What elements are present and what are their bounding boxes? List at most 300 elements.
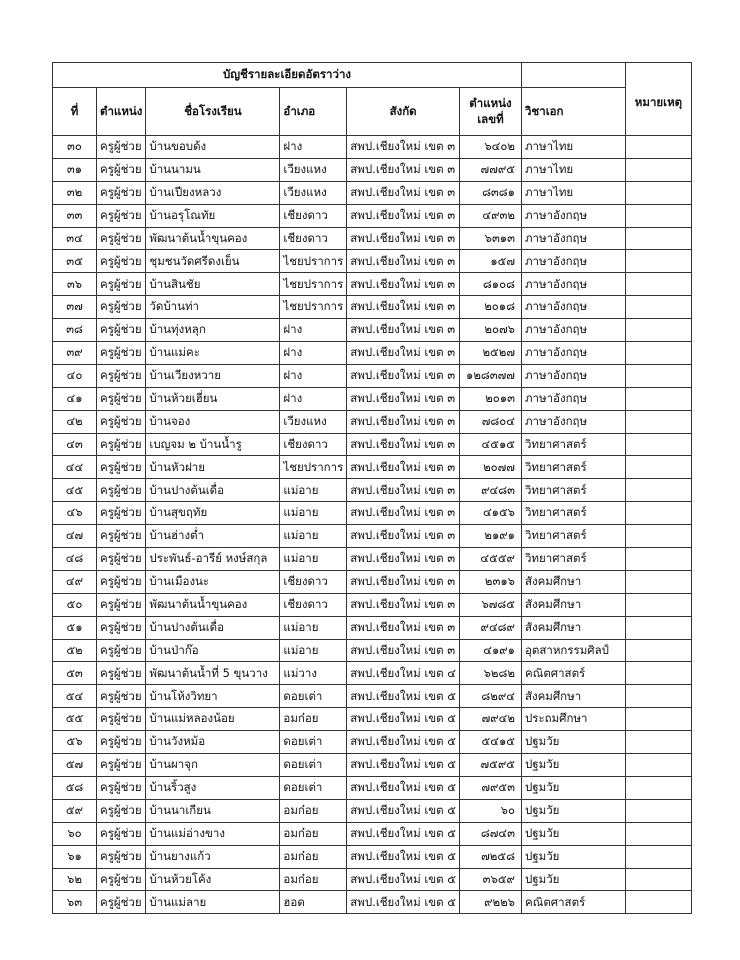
cell-position-number: ๒๓๑๖: [459, 570, 521, 593]
cell-subject: ปฐมวัย: [521, 845, 625, 868]
cell-no: ๕๒: [53, 639, 97, 662]
header-position: ตำแหน่ง: [97, 88, 146, 136]
header-subject: วิชาเอก: [521, 88, 625, 136]
cell-remark: [625, 662, 691, 685]
table-row: [53, 181, 692, 204]
cell-school: บ้านแม่ลาย: [146, 891, 280, 914]
cell-position: ครูผู้ช่วย: [97, 181, 146, 204]
table-row: [53, 525, 692, 548]
cell-position-number: ๗๒๕๘: [459, 845, 521, 868]
table-row: [53, 342, 692, 365]
cell-remark: [625, 364, 691, 387]
cell-position: ครูผู้ช่วย: [97, 319, 146, 342]
cell-school: บ้านสุขฤทัย: [146, 502, 280, 525]
table-row: [53, 891, 692, 914]
table-row: [53, 387, 692, 410]
cell-affiliation: สพป.เชียงใหม่ เขต ๓: [347, 136, 460, 159]
cell-position-number: ๗๙๔๒: [459, 708, 521, 731]
cell-no: ๕๖: [53, 731, 97, 754]
cell-position: ครูผู้ช่วย: [97, 387, 146, 410]
cell-position: ครูผู้ช่วย: [97, 776, 146, 799]
cell-subject: ปฐมวัย: [521, 799, 625, 822]
cell-school: บ้านเปียงหลวง: [146, 181, 280, 204]
cell-position-number: ๙๔๘๙: [459, 616, 521, 639]
cell-position-number: ๙๔๘๓: [459, 479, 521, 502]
cell-school: บ้านทุ่งหลุก: [146, 319, 280, 342]
cell-school: บ้านฮ่างต่ำ: [146, 525, 280, 548]
cell-school: บ้านป่าก๊อ: [146, 639, 280, 662]
cell-remark: [625, 822, 691, 845]
cell-affiliation: สพป.เชียงใหม่ เขต ๓: [347, 227, 460, 250]
cell-remark: [625, 158, 691, 181]
cell-affiliation: สพป.เชียงใหม่ เขต ๓: [347, 502, 460, 525]
cell-school: บ้านอรุโณทัย: [146, 204, 280, 227]
cell-school: เบญจม ๒ บ้านน้ำรู: [146, 433, 280, 456]
cell-position: ครูผู้ช่วย: [97, 525, 146, 548]
cell-position-number: ๖๐: [459, 799, 521, 822]
cell-remark: [625, 868, 691, 891]
cell-district: แม่อาย: [280, 502, 347, 525]
table-row: [53, 731, 692, 754]
cell-district: ดอยเต่า: [280, 731, 347, 754]
cell-no: ๕๔: [53, 685, 97, 708]
cell-remark: [625, 776, 691, 799]
cell-affiliation: สพป.เชียงใหม่ เขต ๓: [347, 364, 460, 387]
cell-remark: [625, 639, 691, 662]
cell-affiliation: สพป.เชียงใหม่ เขต ๓: [347, 410, 460, 433]
cell-district: ฮอด: [280, 891, 347, 914]
cell-no: ๓๗: [53, 296, 97, 319]
cell-subject: อุตสาหกรรมศิลป์: [521, 639, 625, 662]
cell-remark: [625, 548, 691, 571]
cell-subject: ภาษาอังกฤษ: [521, 410, 625, 433]
cell-no: ๔๖: [53, 502, 97, 525]
cell-district: แม่อาย: [280, 548, 347, 571]
table-row: [53, 158, 692, 181]
cell-school: บ้านเวียงหวาย: [146, 364, 280, 387]
cell-position: ครูผู้ช่วย: [97, 891, 146, 914]
cell-district: แม่อาย: [280, 479, 347, 502]
table-row: [53, 502, 692, 525]
cell-position-number: ๑๕๗: [459, 250, 521, 273]
cell-position-number: ๔๑๙๑: [459, 639, 521, 662]
table-row: [53, 639, 692, 662]
cell-school: พัฒนาต้นน้ำที่ 5 ขุนวาง: [146, 662, 280, 685]
cell-school: บ้านนาเกียน: [146, 799, 280, 822]
cell-no: ๔๐: [53, 364, 97, 387]
cell-subject: ปฐมวัย: [521, 731, 625, 754]
cell-affiliation: สพป.เชียงใหม่ เขต ๓: [347, 319, 460, 342]
cell-subject: ปฐมวัย: [521, 868, 625, 891]
cell-district: เวียงแหง: [280, 158, 347, 181]
header-district: อำเภอ: [280, 88, 347, 136]
cell-affiliation: สพป.เชียงใหม่ เขต ๓: [347, 525, 460, 548]
cell-no: ๔๗: [53, 525, 97, 548]
table-row: [53, 456, 692, 479]
cell-affiliation: สพป.เชียงใหม่ เขต ๓: [347, 570, 460, 593]
table-row: [53, 227, 692, 250]
cell-district: ฝาง: [280, 387, 347, 410]
cell-subject: สังคมศึกษา: [521, 570, 625, 593]
cell-subject: ภาษาอังกฤษ: [521, 296, 625, 319]
cell-affiliation: สพป.เชียงใหม่ เขต ๓: [347, 616, 460, 639]
cell-subject: วิทยาศาสตร์: [521, 479, 625, 502]
table-row: [53, 433, 692, 456]
cell-subject: ภาษาอังกฤษ: [521, 227, 625, 250]
cell-school: บ้านสินชัย: [146, 273, 280, 296]
cell-district: เชียงดาว: [280, 593, 347, 616]
cell-district: อมก๋อย: [280, 708, 347, 731]
cell-district: เชียงดาว: [280, 204, 347, 227]
cell-subject: ภาษาอังกฤษ: [521, 319, 625, 342]
vacancy-document: [52, 62, 692, 914]
cell-position-number: ๘๓๘๑: [459, 181, 521, 204]
cell-remark: [625, 296, 691, 319]
cell-no: ๕๐: [53, 593, 97, 616]
cell-position-number: ๔๕๕๙: [459, 548, 521, 571]
cell-position: ครูผู้ช่วย: [97, 708, 146, 731]
cell-school: บ้านหัวฝาย: [146, 456, 280, 479]
cell-subject: ภาษาไทย: [521, 136, 625, 159]
table-row: [53, 685, 692, 708]
cell-school: พัฒนาต้นน้ำขุนคอง: [146, 227, 280, 250]
cell-school: บ้านห้วยโค้ง: [146, 868, 280, 891]
cell-position-number: ๖๒๘๒: [459, 662, 521, 685]
cell-position-number: ๗๗๙๕: [459, 158, 521, 181]
cell-no: ๔๘: [53, 548, 97, 571]
cell-affiliation: สพป.เชียงใหม่ เขต ๕: [347, 845, 460, 868]
cell-district: ฝาง: [280, 342, 347, 365]
cell-district: ฝาง: [280, 136, 347, 159]
table-body: [53, 136, 692, 914]
cell-subject: วิทยาศาสตร์: [521, 502, 625, 525]
cell-remark: [625, 845, 691, 868]
cell-school: บ้านริ้วสูง: [146, 776, 280, 799]
cell-position: ครูผู้ช่วย: [97, 227, 146, 250]
cell-district: ดอยเต่า: [280, 754, 347, 777]
cell-remark: [625, 456, 691, 479]
cell-school: บ้านยางแก้ว: [146, 845, 280, 868]
cell-district: ฝาง: [280, 364, 347, 387]
table-row: [53, 662, 692, 685]
cell-remark: [625, 616, 691, 639]
table-row: [53, 708, 692, 731]
cell-subject: ภาษาอังกฤษ: [521, 387, 625, 410]
cell-no: ๔๔: [53, 456, 97, 479]
cell-school: บ้านห้วยเฮี่ยน: [146, 387, 280, 410]
cell-position-number: ๓๖๕๙: [459, 868, 521, 891]
cell-position-number: ๒๐๗๖: [459, 319, 521, 342]
vacancy-table: [52, 62, 692, 914]
cell-position: ครูผู้ช่วย: [97, 868, 146, 891]
cell-district: เวียงแหง: [280, 181, 347, 204]
cell-subject: ภาษาอังกฤษ: [521, 273, 625, 296]
cell-no: ๓๑: [53, 158, 97, 181]
cell-remark: [625, 204, 691, 227]
table-row: [53, 548, 692, 571]
cell-no: ๕๕: [53, 708, 97, 731]
table-row: [53, 570, 692, 593]
cell-position: ครูผู้ช่วย: [97, 685, 146, 708]
cell-remark: [625, 570, 691, 593]
cell-position-number: ๒๐๗๗: [459, 456, 521, 479]
cell-position-number: ๘๗๔๓: [459, 822, 521, 845]
cell-school: พัฒนาต้นน้ำขุนคอง: [146, 593, 280, 616]
cell-remark: [625, 342, 691, 365]
cell-position-number: ๔๑๕๖: [459, 502, 521, 525]
cell-position: ครูผู้ช่วย: [97, 845, 146, 868]
cell-position-number: ๗๕๙๕: [459, 754, 521, 777]
cell-district: ฝาง: [280, 319, 347, 342]
header-position-number: ตำแหน่ง เลขที่: [459, 88, 521, 136]
cell-remark: [625, 387, 691, 410]
cell-affiliation: สพป.เชียงใหม่ เขต ๕: [347, 776, 460, 799]
cell-position-number: ๗๙๕๓: [459, 776, 521, 799]
cell-district: ดอยเต่า: [280, 776, 347, 799]
cell-no: ๔๙: [53, 570, 97, 593]
cell-affiliation: สพป.เชียงใหม่ เขต ๓: [347, 181, 460, 204]
cell-position: ครูผู้ช่วย: [97, 662, 146, 685]
cell-affiliation: สพป.เชียงใหม่ เขต ๕: [347, 891, 460, 914]
table-row: [53, 410, 692, 433]
cell-position-number: ๑๒๘๓๗๗: [459, 364, 521, 387]
cell-school: บ้านแม่อ่างขาง: [146, 822, 280, 845]
table-row: [53, 776, 692, 799]
cell-affiliation: สพป.เชียงใหม่ เขต ๕: [347, 731, 460, 754]
cell-position: ครูผู้ช่วย: [97, 250, 146, 273]
cell-district: ไชยปราการ: [280, 250, 347, 273]
cell-no: ๔๕: [53, 479, 97, 502]
cell-district: แม่อาย: [280, 639, 347, 662]
cell-no: ๓๐: [53, 136, 97, 159]
cell-position: ครูผู้ช่วย: [97, 822, 146, 845]
cell-school: บ้านเมืองนะ: [146, 570, 280, 593]
cell-position-number: ๔๙๓๒: [459, 204, 521, 227]
cell-position-number: ๖๗๘๕: [459, 593, 521, 616]
cell-no: ๓๖: [53, 273, 97, 296]
cell-affiliation: สพป.เชียงใหม่ เขต ๓: [347, 548, 460, 571]
table-row: [53, 479, 692, 502]
cell-remark: [625, 708, 691, 731]
cell-subject: ปฐมวัย: [521, 776, 625, 799]
cell-no: ๓๔: [53, 227, 97, 250]
cell-position-number: ๖๔๐๒: [459, 136, 521, 159]
cell-subject: วิทยาศาสตร์: [521, 433, 625, 456]
cell-affiliation: สพป.เชียงใหม่ เขต ๓: [347, 296, 460, 319]
cell-position: ครูผู้ช่วย: [97, 364, 146, 387]
cell-no: ๔๒: [53, 410, 97, 433]
cell-no: ๖๒: [53, 868, 97, 891]
cell-no: ๕๘: [53, 776, 97, 799]
cell-position: ครูผู้ช่วย: [97, 731, 146, 754]
cell-position: ครูผู้ช่วย: [97, 799, 146, 822]
table-row: [53, 364, 692, 387]
header-no: ที่: [53, 88, 97, 136]
cell-school: ประพันธ์-อารีย์ หงษ์สกุล: [146, 548, 280, 571]
cell-subject: ภาษาอังกฤษ: [521, 342, 625, 365]
cell-district: เวียงแหง: [280, 410, 347, 433]
cell-school: บ้านขอบด้ง: [146, 136, 280, 159]
cell-school: ชุมชนวัดศรีดงเย็น: [146, 250, 280, 273]
cell-subject: ปฐมวัย: [521, 754, 625, 777]
cell-school: บ้านแม่หลองน้อย: [146, 708, 280, 731]
cell-no: ๖๐: [53, 822, 97, 845]
cell-affiliation: สพป.เชียงใหม่ เขต ๕: [347, 822, 460, 845]
cell-position-number: ๙๒๒๖: [459, 891, 521, 914]
table-row: [53, 754, 692, 777]
cell-no: ๓๘: [53, 319, 97, 342]
cell-no: ๓๕: [53, 250, 97, 273]
cell-district: เชียงดาว: [280, 433, 347, 456]
cell-no: ๔๑: [53, 387, 97, 410]
cell-affiliation: สพป.เชียงใหม่ เขต ๓: [347, 342, 460, 365]
cell-subject: ภาษาอังกฤษ: [521, 364, 625, 387]
cell-remark: [625, 593, 691, 616]
cell-school: บ้านโห้งวิทยา: [146, 685, 280, 708]
cell-no: ๕๑: [53, 616, 97, 639]
cell-affiliation: สพป.เชียงใหม่ เขต ๕: [347, 868, 460, 891]
cell-position: ครูผู้ช่วย: [97, 639, 146, 662]
cell-affiliation: สพป.เชียงใหม่ เขต ๕: [347, 685, 460, 708]
cell-position: ครูผู้ช่วย: [97, 570, 146, 593]
cell-affiliation: สพป.เชียงใหม่ เขต ๓: [347, 158, 460, 181]
cell-district: อมก๋อย: [280, 868, 347, 891]
cell-remark: [625, 227, 691, 250]
cell-remark: [625, 181, 691, 204]
cell-subject: ภาษาอังกฤษ: [521, 204, 625, 227]
table-row: [53, 822, 692, 845]
cell-no: ๔๓: [53, 433, 97, 456]
cell-district: อมก๋อย: [280, 799, 347, 822]
cell-affiliation: สพป.เชียงใหม่ เขต ๕: [347, 708, 460, 731]
cell-no: ๕๗: [53, 754, 97, 777]
table-row: [53, 296, 692, 319]
cell-affiliation: สพป.เชียงใหม่ เขต ๓: [347, 479, 460, 502]
cell-remark: [625, 136, 691, 159]
cell-remark: [625, 433, 691, 456]
cell-remark: [625, 502, 691, 525]
table-row: [53, 136, 692, 159]
cell-district: แม่วาง: [280, 662, 347, 685]
header-remark: หมายเหตุ: [625, 63, 691, 136]
cell-school: บ้านแม่คะ: [146, 342, 280, 365]
cell-district: ไชยปราการ: [280, 456, 347, 479]
cell-subject: ภาษาไทย: [521, 158, 625, 181]
cell-position-number: ๒๕๒๗: [459, 342, 521, 365]
cell-remark: [625, 273, 691, 296]
cell-subject: สังคมศึกษา: [521, 593, 625, 616]
cell-position: ครูผู้ช่วย: [97, 158, 146, 181]
cell-subject: ประถมศึกษา: [521, 708, 625, 731]
cell-district: อมก๋อย: [280, 845, 347, 868]
cell-position-number: ๒๑๙๑: [459, 525, 521, 548]
cell-subject: ภาษาอังกฤษ: [521, 250, 625, 273]
cell-subject: วิทยาศาสตร์: [521, 525, 625, 548]
cell-affiliation: สพป.เชียงใหม่ เขต ๓: [347, 433, 460, 456]
cell-position: ครูผู้ช่วย: [97, 593, 146, 616]
cell-position: ครูผู้ช่วย: [97, 410, 146, 433]
table-row: [53, 868, 692, 891]
table-row: [53, 799, 692, 822]
cell-district: อมก๋อย: [280, 822, 347, 845]
cell-position: ครูผู้ช่วย: [97, 296, 146, 319]
cell-school: บ้านผาจุก: [146, 754, 280, 777]
cell-subject: สังคมศึกษา: [521, 685, 625, 708]
cell-remark: [625, 799, 691, 822]
cell-remark: [625, 250, 691, 273]
cell-position: ครูผู้ช่วย: [97, 502, 146, 525]
cell-position: ครูผู้ช่วย: [97, 342, 146, 365]
cell-school: บ้านปางต้นเดื่อ: [146, 479, 280, 502]
table-row: [53, 593, 692, 616]
cell-position-number: ๒๐๑๓: [459, 387, 521, 410]
table-row: [53, 319, 692, 342]
cell-remark: [625, 685, 691, 708]
cell-school: วัดบ้านท่า: [146, 296, 280, 319]
cell-affiliation: สพป.เชียงใหม่ เขต ๓: [347, 204, 460, 227]
cell-district: แม่อาย: [280, 525, 347, 548]
cell-school: บ้านจอง: [146, 410, 280, 433]
cell-position: ครูผู้ช่วย: [97, 204, 146, 227]
cell-position: ครูผู้ช่วย: [97, 548, 146, 571]
cell-district: แม่อาย: [280, 616, 347, 639]
cell-remark: [625, 319, 691, 342]
cell-position: ครูผู้ช่วย: [97, 273, 146, 296]
cell-subject: คณิตศาสตร์: [521, 891, 625, 914]
table-row: [53, 204, 692, 227]
cell-school: บ้านวังหม้อ: [146, 731, 280, 754]
cell-position: ครูผู้ช่วย: [97, 616, 146, 639]
cell-position-number: ๘๒๙๔: [459, 685, 521, 708]
cell-subject: สังคมศึกษา: [521, 616, 625, 639]
title-blank-cell: [521, 63, 625, 88]
cell-no: ๕๓: [53, 662, 97, 685]
cell-subject: วิทยาศาสตร์: [521, 548, 625, 571]
cell-school: บ้านปางต้นเดื่อ: [146, 616, 280, 639]
table-row: [53, 845, 692, 868]
table-row: [53, 273, 692, 296]
cell-affiliation: สพป.เชียงใหม่ เขต ๓: [347, 387, 460, 410]
cell-remark: [625, 525, 691, 548]
cell-district: เชียงดาว: [280, 570, 347, 593]
cell-position-number: ๘๑๐๘: [459, 273, 521, 296]
cell-affiliation: สพป.เชียงใหม่ เขต ๓: [347, 273, 460, 296]
cell-affiliation: สพป.เชียงใหม่ เขต ๔: [347, 662, 460, 685]
cell-affiliation: สพป.เชียงใหม่ เขต ๓: [347, 456, 460, 479]
table-title: บัญชีรายละเอียดอัตราว่าง: [53, 63, 522, 88]
cell-remark: [625, 410, 691, 433]
cell-subject: คณิตศาสตร์: [521, 662, 625, 685]
cell-position: ครูผู้ช่วย: [97, 433, 146, 456]
cell-no: ๕๙: [53, 799, 97, 822]
header-school: ชื่อโรงเรียน: [146, 88, 280, 136]
cell-affiliation: สพป.เชียงใหม่ เขต ๕: [347, 799, 460, 822]
cell-district: ไชยปราการ: [280, 273, 347, 296]
cell-no: ๓๓: [53, 204, 97, 227]
cell-affiliation: สพป.เชียงใหม่ เขต ๓: [347, 639, 460, 662]
cell-no: ๖๑: [53, 845, 97, 868]
cell-subject: ปฐมวัย: [521, 822, 625, 845]
cell-position: ครูผู้ช่วย: [97, 136, 146, 159]
table-row: [53, 250, 692, 273]
cell-position-number: ๕๔๑๕: [459, 731, 521, 754]
cell-no: ๓๒: [53, 181, 97, 204]
cell-subject: ภาษาไทย: [521, 181, 625, 204]
cell-subject: วิทยาศาสตร์: [521, 456, 625, 479]
header-affiliation: สังกัด: [347, 88, 460, 136]
cell-district: ไชยปราการ: [280, 296, 347, 319]
cell-district: เชียงดาว: [280, 227, 347, 250]
